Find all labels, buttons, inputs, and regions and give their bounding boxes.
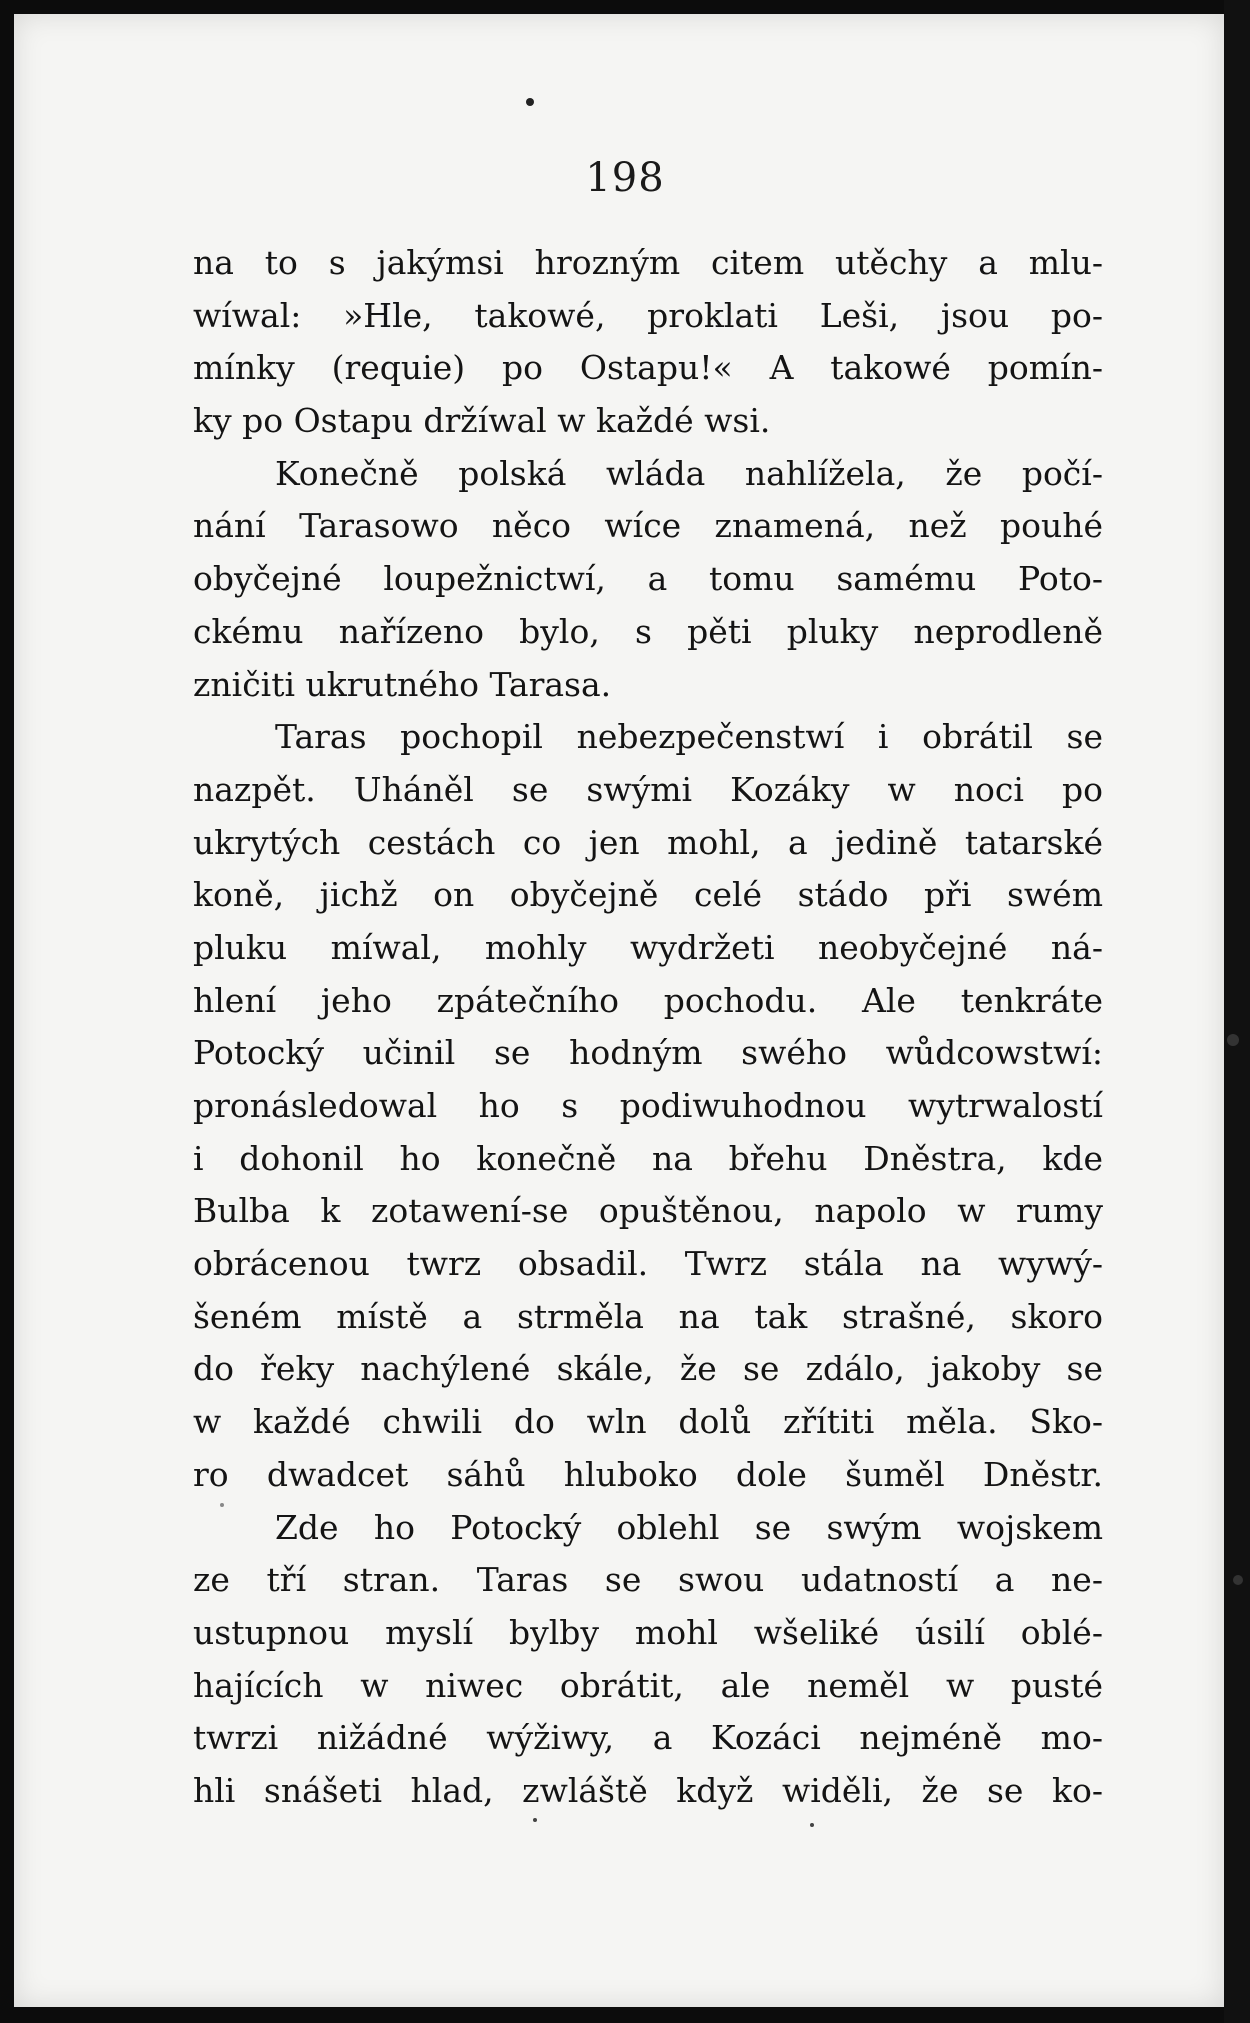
text-line: hajících w niwec obrátit, ale neměl w pusté [193, 1665, 1103, 1705]
text-line: do řeky nachýlené skále, že se zdálo, jakoby se [193, 1349, 1103, 1389]
page-edge-shadow [1224, 0, 1250, 2023]
text-line: w každé chwili do wln dolů zřítiti měla. Sko- [193, 1402, 1103, 1442]
text-line: nazpět. Uháněl se swými Kozáky w noci po [193, 769, 1103, 809]
text-line: Potocký učinil se hodným swého wůdcowstwí: [193, 1033, 1103, 1073]
text-line: obrácenou twrz obsadil. Twrz stála na wywý- [193, 1244, 1103, 1284]
text-line: i dohonil ho konečně na břehu Dněstra, kde [193, 1138, 1103, 1178]
text-line: ro dwadcet sáhů hluboko dole šuměl Dněstr. [193, 1454, 1103, 1494]
text-line: ukrytých cestách co jen mohl, a jedině tatarské [193, 822, 1103, 862]
text-line: Bulba k zotawení-se opuštěnou, napolo w rumy [193, 1191, 1103, 1231]
text-line: wíwal: »Hle, takowé, proklati Leši, jsou po- [193, 295, 1103, 335]
text-line: na to s jakýmsi hrozným citem utěchy a mlu- [193, 243, 1103, 282]
text-line: ustupnou myslí bylby mohl wšeliké úsilí oblé- [193, 1612, 1103, 1652]
text-line: hlení jeho zpátečního pochodu. Ale tenkráte [193, 980, 1103, 1020]
text-line: ze tří stran. Taras se swou udatností a ne- [193, 1560, 1103, 1600]
text-line: pluku míwal, mohly wydržeti neobyčejné ná- [193, 927, 1103, 967]
text-line: Taras pochopil nebezpečenstwí i obrátil se [275, 717, 1103, 757]
text-line: twrzi nižádné wýžiwy, a Kozáci nejméně mo- [193, 1718, 1103, 1758]
text-line: pronásledowal ho s podiwuhodnou wytrwalostí [193, 1086, 1103, 1125]
text-line: Zde ho Potocký oblehl se swým wojskem [275, 1507, 1103, 1547]
text-line: ckému nařízeno bylo, s pěti pluky neprodleně [193, 611, 1103, 651]
text-line: šeném místě a strměla na tak strašné, skoro [193, 1296, 1103, 1336]
text-line: zničiti ukrutného Tarasa. [193, 664, 612, 704]
text-line: koně, jichž on obyčejně celé stádo při swém [193, 875, 1103, 915]
page-text [193, 237, 1103, 1818]
text-line: hli snášeti hlad, zwláště když widěli, že se ko- [193, 1770, 1103, 1810]
text-line: obyčejné loupežnictwí, a tomu samému Poto- [193, 559, 1103, 599]
text-line: mínky (requie) po Ostapu!« A takowé pomín- [193, 348, 1103, 388]
page-number: 198 [585, 155, 665, 201]
text-line: nání Tarasowo něco wíce znamená, než pouhé [193, 506, 1103, 546]
text-line: ky po Ostapu držíwal w každé wsi. [193, 401, 771, 441]
text-line: Konečně polská wláda nahlížela, že počí- [275, 453, 1103, 493]
